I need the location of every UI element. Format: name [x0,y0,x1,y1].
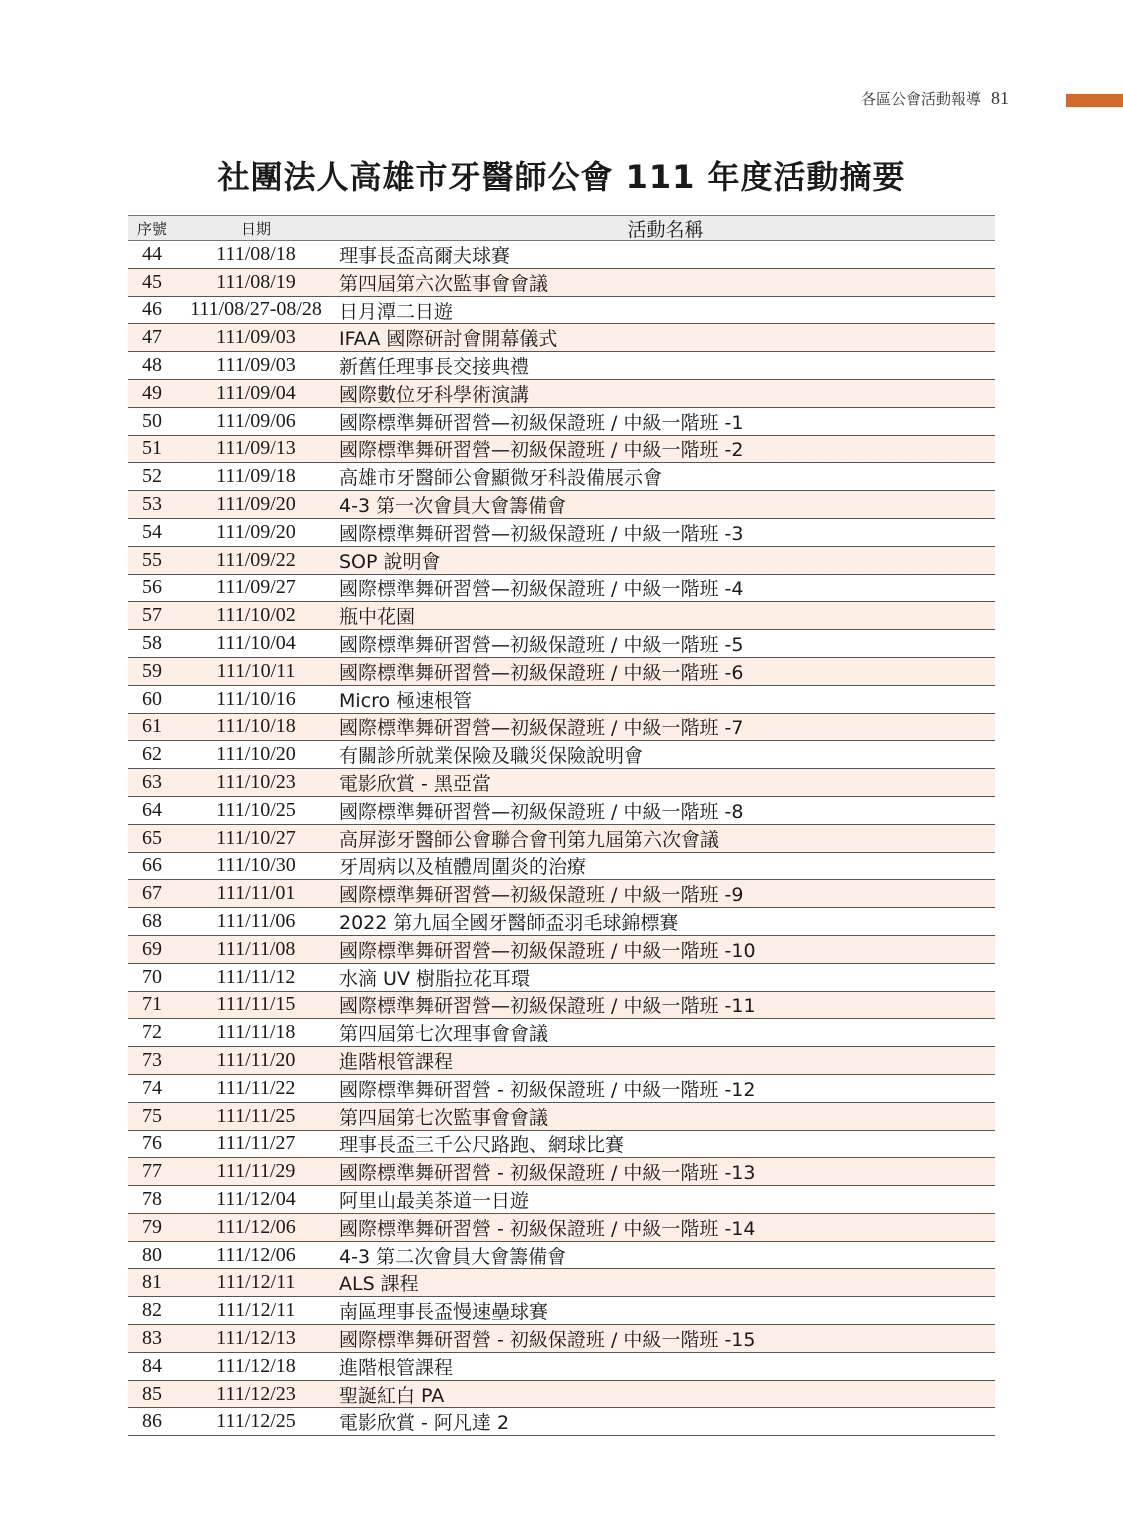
table-row [128,1353,995,1381]
table-row [128,241,995,269]
table-row [128,630,995,658]
cell-date: 111/10/25 [216,798,296,821]
column-header-date: 日期 [240,219,271,238]
cell-number: 56 [142,576,162,599]
table-row [128,1158,995,1186]
cell-date: 111/12/18 [216,1354,296,1377]
cell-date: 111/12/11 [216,1299,296,1322]
cell-number: 45 [142,270,162,293]
table-row [128,908,995,936]
cell-date: 111/11/18 [216,1021,296,1044]
cell-date: 111/11/29 [216,1160,296,1183]
cell-date: 111/11/08 [216,937,296,960]
table-row [128,658,995,686]
cell-date: 111/11/22 [216,1076,296,1099]
cell-number: 50 [142,409,162,432]
section-title: 各區公會活動報導 [860,90,981,108]
cell-date: 111/11/01 [216,882,296,905]
page-number: 81 [991,88,1009,108]
cell-activity: 國際標準舞研習營 - 初級保證班 / 中級一階班 -13 [339,1162,756,1185]
cell-number: 81 [142,1271,162,1294]
cell-activity: 國際標準舞研習營—初級保證班 / 中級一階班 -4 [339,578,744,601]
cell-number: 76 [142,1132,162,1155]
column-header-number: 序號 [136,219,167,238]
table-row [128,992,995,1020]
cell-date: 111/10/30 [216,854,296,877]
cell-activity: 國際標準舞研習營—初級保證班 / 中級一階班 -6 [339,661,744,684]
table-row [128,769,995,797]
cell-activity: 電影欣賞 - 黑亞當 [339,773,491,796]
cell-number: 66 [142,854,162,877]
table-row [128,436,995,464]
cell-number: 78 [142,1187,162,1210]
cell-number: 72 [142,1021,162,1044]
table-row [128,463,995,491]
table-row [128,602,995,630]
cell-number: 64 [142,798,162,821]
cell-number: 86 [142,1410,162,1433]
cell-number: 58 [142,632,162,655]
cell-activity: SOP 說明會 [339,550,441,573]
cell-number: 47 [142,326,162,349]
cell-number: 61 [142,715,162,738]
cell-date: 111/12/11 [216,1271,296,1294]
table-row [128,491,995,519]
cell-number: 84 [142,1354,162,1377]
cell-date: 111/09/18 [216,465,296,488]
table-row [128,880,995,908]
cell-date: 111/09/13 [216,437,296,460]
cell-number: 80 [142,1243,162,1266]
cell-activity: 牙周病以及植體周圍炎的治療 [339,856,587,879]
cell-date: 111/12/13 [216,1326,296,1349]
table-row [128,686,995,714]
cell-activity: 4-3 第一次會員大會籌備會 [339,495,567,518]
cell-date: 111/10/02 [216,604,296,627]
cell-number: 65 [142,826,162,849]
cell-activity: 第四屆第七次理事會會議 [339,1023,549,1046]
cell-date: 111/10/11 [216,659,296,682]
cell-date: 111/10/04 [216,632,296,655]
cell-activity: 國際標準舞研習營—初級保證班 / 中級一階班 -7 [339,717,744,740]
cell-activity: 4-3 第二次會員大會籌備會 [339,1245,567,1268]
cell-activity: 新舊任理事長交接典禮 [339,356,530,379]
cell-activity: 國際標準舞研習營—初級保證班 / 中級一階班 -9 [339,884,744,907]
cell-number: 54 [142,520,162,543]
cell-date: 111/11/12 [216,965,296,988]
table-row [128,1103,995,1131]
cell-number: 82 [142,1299,162,1322]
page-title: 社團法人高雄市牙醫師公會 111 年度活動摘要 [217,158,906,196]
cell-activity: 國際標準舞研習營—初級保證班 / 中級一階班 -3 [339,522,744,545]
cell-date: 111/09/20 [216,520,296,543]
cell-activity: 水滴 UV 樹脂拉花耳環 [339,967,530,990]
cell-date: 111/10/20 [216,743,296,766]
cell-activity: 理事長盃三千公尺路跑、網球比賽 [339,1134,625,1157]
cell-activity: ALS 課程 [339,1273,419,1296]
table-row [128,1019,995,1047]
cell-date: 111/08/19 [216,270,296,293]
cell-date: 111/08/27-08/28 [190,298,322,321]
cell-number: 57 [142,604,162,627]
cell-date: 111/11/15 [216,993,296,1016]
table-header [128,215,995,241]
cell-activity: 電影欣賞 - 阿凡達 2 [339,1412,510,1435]
table-row [128,575,995,603]
cell-number: 68 [142,910,162,933]
cell-date: 111/09/04 [216,381,296,404]
cell-activity: 聖誕紅白 PA [339,1384,445,1407]
cell-date: 111/10/23 [216,771,296,794]
cell-date: 111/10/27 [216,826,296,849]
cell-activity: 瓶中花園 [339,606,416,629]
cell-activity: 日月潭二日遊 [339,300,454,323]
cell-date: 111/10/18 [216,715,296,738]
table-row [128,1408,995,1436]
cell-activity: 2022 第九屆全國牙醫師盃羽毛球錦標賽 [339,912,679,935]
activity-table [128,215,995,1436]
cell-activity: 進階根管課程 [339,1356,454,1379]
cell-activity: 國際標準舞研習營—初級保證班 / 中級一階班 -10 [339,939,756,962]
cell-activity: 有關診所就業保險及職災保險說明會 [339,745,644,768]
cell-activity: 進階根管課程 [339,1051,454,1074]
cell-number: 52 [142,465,162,488]
cell-number: 51 [142,437,162,460]
table-row [128,1242,995,1270]
table-row [128,853,995,881]
cell-date: 111/11/27 [216,1132,296,1155]
cell-number: 69 [142,937,162,960]
cell-activity: 國際標準舞研習營—初級保證班 / 中級一階班 -5 [339,634,744,657]
cell-number: 60 [142,687,162,710]
cell-date: 111/12/25 [216,1410,296,1433]
cell-date: 111/12/23 [216,1382,296,1405]
accent-bar [1066,94,1123,107]
table-row [128,380,995,408]
cell-number: 74 [142,1076,162,1099]
table-row [128,825,995,853]
table-row [128,936,995,964]
cell-activity: 國際標準舞研習營—初級保證班 / 中級一階班 -1 [339,411,744,434]
cell-number: 46 [142,298,162,321]
cell-date: 111/09/20 [216,493,296,516]
cell-activity: IFAA 國際研討會開幕儀式 [339,328,558,351]
cell-number: 63 [142,771,162,794]
table-row [128,324,995,352]
cell-activity: 阿里山最美茶道一日遊 [339,1190,530,1212]
cell-activity: 國際標準舞研習營 - 初級保證班 / 中級一階班 -12 [339,1078,756,1101]
running-header [861,88,1009,109]
cell-number: 71 [142,993,162,1016]
cell-number: 44 [142,242,162,265]
table-row [128,269,995,297]
cell-activity: 南區理事長盃慢速壘球賽 [339,1301,549,1324]
cell-number: 70 [142,965,162,988]
table-row [128,352,995,380]
cell-number: 55 [142,548,162,571]
table-row [128,519,995,547]
cell-number: 48 [142,354,162,377]
cell-activity: 高雄市牙醫師公會顯微牙科設備展示會 [339,467,663,490]
cell-date: 111/11/06 [216,910,296,933]
table-row [128,1047,995,1075]
table-row [128,741,995,769]
table-row [128,547,995,575]
cell-date: 111/09/27 [216,576,296,599]
cell-date: 111/09/22 [216,548,296,571]
cell-number: 75 [142,1104,162,1127]
cell-activity: 國際數位牙科學術演講 [339,383,530,406]
table-row [128,1381,995,1409]
cell-activity: 國際標準舞研習營 - 初級保證班 / 中級一階班 -14 [339,1217,756,1240]
table-row [128,714,995,742]
table-row [128,408,995,436]
cell-number: 85 [142,1382,162,1405]
table-row [128,1269,995,1297]
column-header-activity: 活動名稱 [627,218,704,241]
table-row [128,1075,995,1103]
cell-number: 83 [142,1326,162,1349]
cell-date: 111/10/16 [216,687,296,710]
cell-number: 79 [142,1215,162,1238]
cell-number: 59 [142,659,162,682]
table-row [128,1186,995,1214]
table-row [128,1325,995,1353]
cell-number: 67 [142,882,162,905]
cell-number: 49 [142,381,162,404]
cell-activity: 國際標準舞研習營 - 初級保證班 / 中級一階班 -15 [339,1328,756,1351]
table-row [128,797,995,825]
cell-activity: 第四屆第七次監事會會議 [339,1106,549,1129]
cell-activity: 國際標準舞研習營—初級保證班 / 中級一階班 -11 [339,995,756,1018]
cell-date: 111/11/25 [216,1104,296,1127]
cell-activity: 理事長盃高爾夫球賽 [339,244,511,267]
table-body [128,241,995,1436]
cell-activity: Micro 極速根管 [339,689,473,712]
cell-date: 111/12/06 [216,1215,296,1238]
table-row [128,297,995,325]
cell-number: 77 [142,1160,162,1183]
cell-activity: 第四屆第六次監事會會議 [339,272,549,295]
cell-date: 111/12/06 [216,1243,296,1266]
cell-activity: 國際標準舞研習營—初級保證班 / 中級一階班 -8 [339,800,744,823]
cell-activity: 高屏澎牙醫師公會聯合會刊第九屆第六次會議 [339,828,720,851]
table-row [128,1297,995,1325]
table-row [128,1131,995,1159]
cell-activity: 國際標準舞研習營—初級保證班 / 中級一階班 -2 [339,439,744,462]
cell-date: 111/12/04 [216,1187,296,1210]
cell-date: 111/09/03 [216,354,296,377]
table-row [128,1214,995,1242]
table-row [128,964,995,992]
cell-date: 111/11/20 [216,1049,296,1071]
cell-number: 53 [142,493,162,516]
cell-date: 111/08/18 [216,242,296,265]
cell-date: 111/09/03 [216,326,296,349]
cell-date: 111/09/06 [216,409,296,432]
cell-number: 62 [142,743,162,766]
cell-number: 73 [142,1049,162,1071]
